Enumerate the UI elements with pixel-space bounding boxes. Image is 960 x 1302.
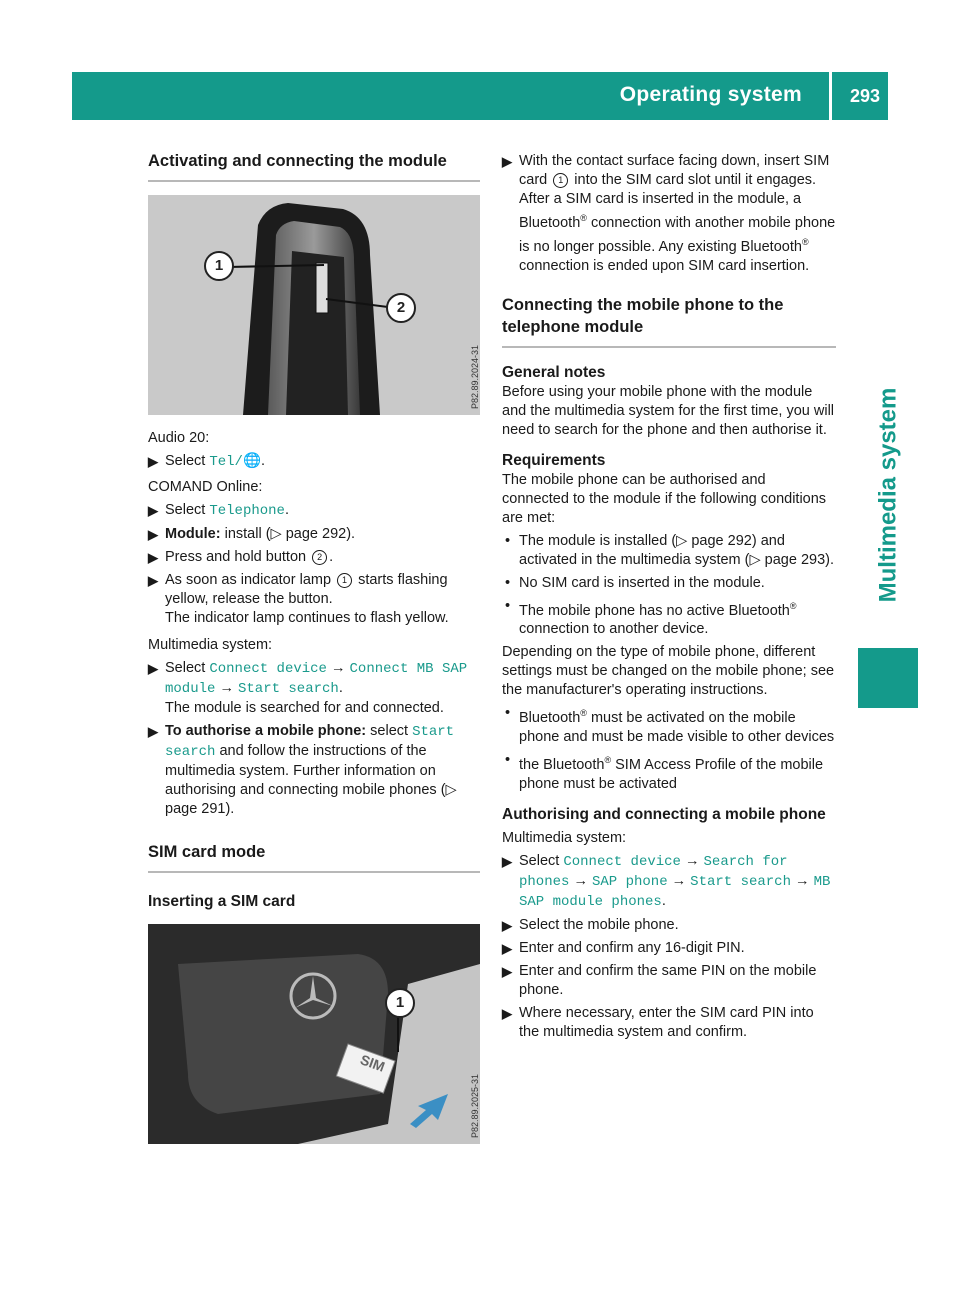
step-arrow-icon: ▶ <box>148 454 158 469</box>
registered-mark: ® <box>604 755 612 766</box>
number-1-icon: 1 <box>553 173 568 188</box>
registered-mark: ® <box>580 213 587 223</box>
step-text: Select <box>165 502 210 518</box>
page-ref: page 291). <box>165 801 235 817</box>
step-arrow-icon: ▶ <box>502 154 512 169</box>
menu-code-connect-device: Connect device <box>209 661 327 677</box>
insert-sim-step <box>502 152 836 276</box>
left-column <box>148 150 480 1144</box>
menu-code-start-search: Start search <box>165 724 455 760</box>
auth-step-4 <box>502 962 836 1000</box>
right-column <box>502 150 836 1042</box>
page-ref-icon: ▷ <box>749 551 761 568</box>
registered-mark: ® <box>801 236 809 247</box>
step-text-cont: into the SIM card slot until it engages. <box>570 172 817 188</box>
menu-code-connect-device: Connect device <box>563 854 681 871</box>
number-1-icon: 1 <box>337 573 352 588</box>
step-arrow-icon: ▶ <box>148 550 158 565</box>
step-text: As soon as indicator lamp <box>165 572 336 588</box>
step-text: Press and hold button <box>165 549 311 565</box>
subheading-general: General notes <box>502 363 606 381</box>
bullet-text: The module is installed ( <box>519 532 677 549</box>
header-bar <box>72 72 888 120</box>
step-note: The indicator lamp continues to flash yellow. <box>165 610 449 626</box>
step-text: Select <box>519 853 564 870</box>
auth-step-2 <box>502 916 836 935</box>
step-suffix: . <box>261 453 266 469</box>
step-text: select <box>366 723 413 739</box>
page-ref-icon: ▷ <box>270 526 282 542</box>
arrow-sep: → <box>326 660 350 676</box>
step-arrow-icon: ▶ <box>502 1006 512 1022</box>
step-suffix: . <box>329 549 334 565</box>
arrow-sep: → <box>667 873 691 890</box>
module-figure <box>148 195 480 415</box>
bullet-icon: • <box>505 752 511 769</box>
bullet-icon: • <box>505 597 511 614</box>
page-ref: page 292). <box>281 526 356 542</box>
phone-requirement-item <box>502 751 836 794</box>
globe-icon: 🌐 <box>242 453 262 469</box>
callout-2: 2 <box>386 293 416 323</box>
step-text-cont: and follow the instructions of the multimedia system. Further information on authorising and connecting mobile phones ( <box>165 743 446 798</box>
multimedia-label: Multimedia system: <box>148 637 273 653</box>
page-number: 293 <box>849 86 880 106</box>
audio20-label: Audio 20: <box>148 430 210 446</box>
step-text: Where necessary, enter the SIM card PIN into the multimedia system and confirm. <box>519 1005 814 1041</box>
bullet-icon: • <box>505 574 511 591</box>
subheading-authorising: Authorising and connecting a mobile phone <box>502 806 826 824</box>
multimedia-step-1 <box>148 659 480 718</box>
auth-step-1 <box>502 852 836 912</box>
bullet-text: the Bluetooth <box>519 757 605 774</box>
header-title: Operating system <box>619 83 802 106</box>
subheading-requirements: Requirements <box>502 451 606 469</box>
header-separator <box>829 72 832 120</box>
bullet-icon: • <box>505 705 511 722</box>
step-text: Enter and confirm any 16-digit PIN. <box>519 940 745 957</box>
step-arrow-icon: ▶ <box>502 964 512 980</box>
menu-code-sap-phone: SAP phone <box>591 874 668 891</box>
bullet-text: Bluetooth <box>519 710 581 727</box>
step-arrow-icon: ▶ <box>148 573 158 588</box>
auth-step-3 <box>502 939 836 958</box>
requirement-item <box>502 574 836 593</box>
depending-text: Depending on the type of mobile phone, different settings must be changed on the mobile phone; see the manufacturer's operating instructions. <box>502 644 835 699</box>
figure-code: P82.89.2024-31 <box>470 344 480 409</box>
step-text: Select <box>165 453 210 469</box>
page-ref-icon: ▷ <box>445 782 457 798</box>
step-note-end: connection is ended upon SIM card insertion. <box>519 257 810 274</box>
menu-code-start-search: Start search <box>237 681 339 697</box>
arrow-sep: → <box>680 853 704 870</box>
figure-code: P82.89.2025-31 <box>470 1073 480 1138</box>
auth-multimedia-label: Multimedia system: <box>502 830 627 847</box>
step-note: The module is searched for and connected. <box>165 700 444 716</box>
step-text: With the contact surface facing down, insert SIM card <box>519 153 830 188</box>
step-arrow-icon: ▶ <box>502 854 512 870</box>
comand-step-4 <box>148 571 480 628</box>
step-arrow-icon: ▶ <box>502 941 512 957</box>
side-tab <box>858 360 918 630</box>
section-heading-activating: Activating and connecting the module <box>148 150 480 182</box>
step-arrow-icon: ▶ <box>148 661 158 676</box>
arrow-sep: → <box>791 873 814 890</box>
step-arrow-icon: ▶ <box>502 918 512 934</box>
step-arrow-icon: ▶ <box>148 503 158 518</box>
registered-mark: ® <box>789 600 797 611</box>
bullet-text: The mobile phone has no active Bluetooth <box>519 602 790 619</box>
arrow-sep: → <box>569 873 592 890</box>
general-text: Before using your mobile phone with the module and the multimedia system for the first time, you will need to search for the phone and then authorise it. <box>502 383 835 438</box>
bullet-text-cont: connection to another device. <box>519 621 709 638</box>
step-bold: To authorise a mobile phone: <box>165 723 367 739</box>
subheading-inserting: Inserting a SIM card <box>148 893 296 910</box>
bullet-text: No SIM card is inserted in the module. <box>519 574 765 591</box>
multimedia-step-2 <box>148 722 480 819</box>
comand-step-1 <box>148 501 480 521</box>
step-text: Select <box>165 660 210 676</box>
sim-figure <box>148 924 480 1144</box>
section-heading-connecting: Connecting the mobile phone to the telephone module <box>502 294 836 348</box>
registered-mark: ® <box>580 708 587 719</box>
bullet-text-cont: SIM Access Profile of the mobile phone must be activated <box>519 757 824 793</box>
module-illustration <box>148 195 480 415</box>
requirements-text: The mobile phone can be authorised and connected to the module if the following conditions are met: <box>502 471 827 526</box>
step-note: After a SIM card is inserted in the module, a Bluetooth <box>519 191 802 231</box>
step-text: install ( <box>220 526 271 542</box>
sim-illustration <box>148 924 480 1144</box>
bullet-text-cont: page 292) and activated in the multimedia system ( <box>519 532 785 568</box>
menu-code-connect-mb-sap: Connect MB SAP module <box>165 661 468 697</box>
menu-code-search-phones: Search for phones <box>519 854 788 891</box>
bullet-text-end: page 293). <box>760 551 835 568</box>
comand-step-2 <box>148 525 480 544</box>
comand-label: COMAND Online: <box>148 479 263 495</box>
step-text: Enter and confirm the same PIN on the mobile phone. <box>519 963 817 999</box>
step-note-cont: connection with another mobile phone is no longer possible. Any existing Bluetooth <box>519 214 836 255</box>
section-heading-sim: SIM card mode <box>148 841 480 873</box>
menu-code-start-search: Start search <box>690 874 791 891</box>
step-arrow-icon: ▶ <box>148 527 158 542</box>
auth-step-5 <box>502 1004 836 1042</box>
callout-1: 1 <box>204 251 234 281</box>
menu-code-tel: Tel/ <box>209 454 243 470</box>
step-suffix: . <box>338 680 343 696</box>
step-text: Select the mobile phone. <box>519 917 679 934</box>
step-suffix: . <box>661 893 666 910</box>
step-text-cont: starts flashing yellow, release the button. <box>165 572 448 607</box>
callout-1: 1 <box>385 988 415 1018</box>
phone-requirement-item <box>502 704 836 747</box>
comand-step-3 <box>148 548 480 567</box>
requirement-item <box>502 597 836 640</box>
bullet-text-cont: must be activated on the mobile phone and must be made visible to other devices <box>519 710 835 746</box>
step-arrow-icon: ▶ <box>148 724 158 739</box>
requirement-item <box>502 532 836 570</box>
menu-code-mb-sap-phones: MB SAP module phones <box>519 874 831 911</box>
menu-code-telephone: Telephone <box>209 503 285 519</box>
side-tab-label: Multimedia system <box>874 387 902 603</box>
page-ref-icon: ▷ <box>676 532 688 549</box>
step-suffix: . <box>284 502 289 518</box>
side-marker <box>858 648 918 708</box>
arrow-sep: → <box>215 680 238 696</box>
number-2-icon: 2 <box>312 550 327 565</box>
sim-label: SIM <box>358 1051 388 1075</box>
step-bold: Module: <box>165 526 221 542</box>
bullet-icon: • <box>505 532 511 549</box>
audio-step <box>148 452 480 472</box>
